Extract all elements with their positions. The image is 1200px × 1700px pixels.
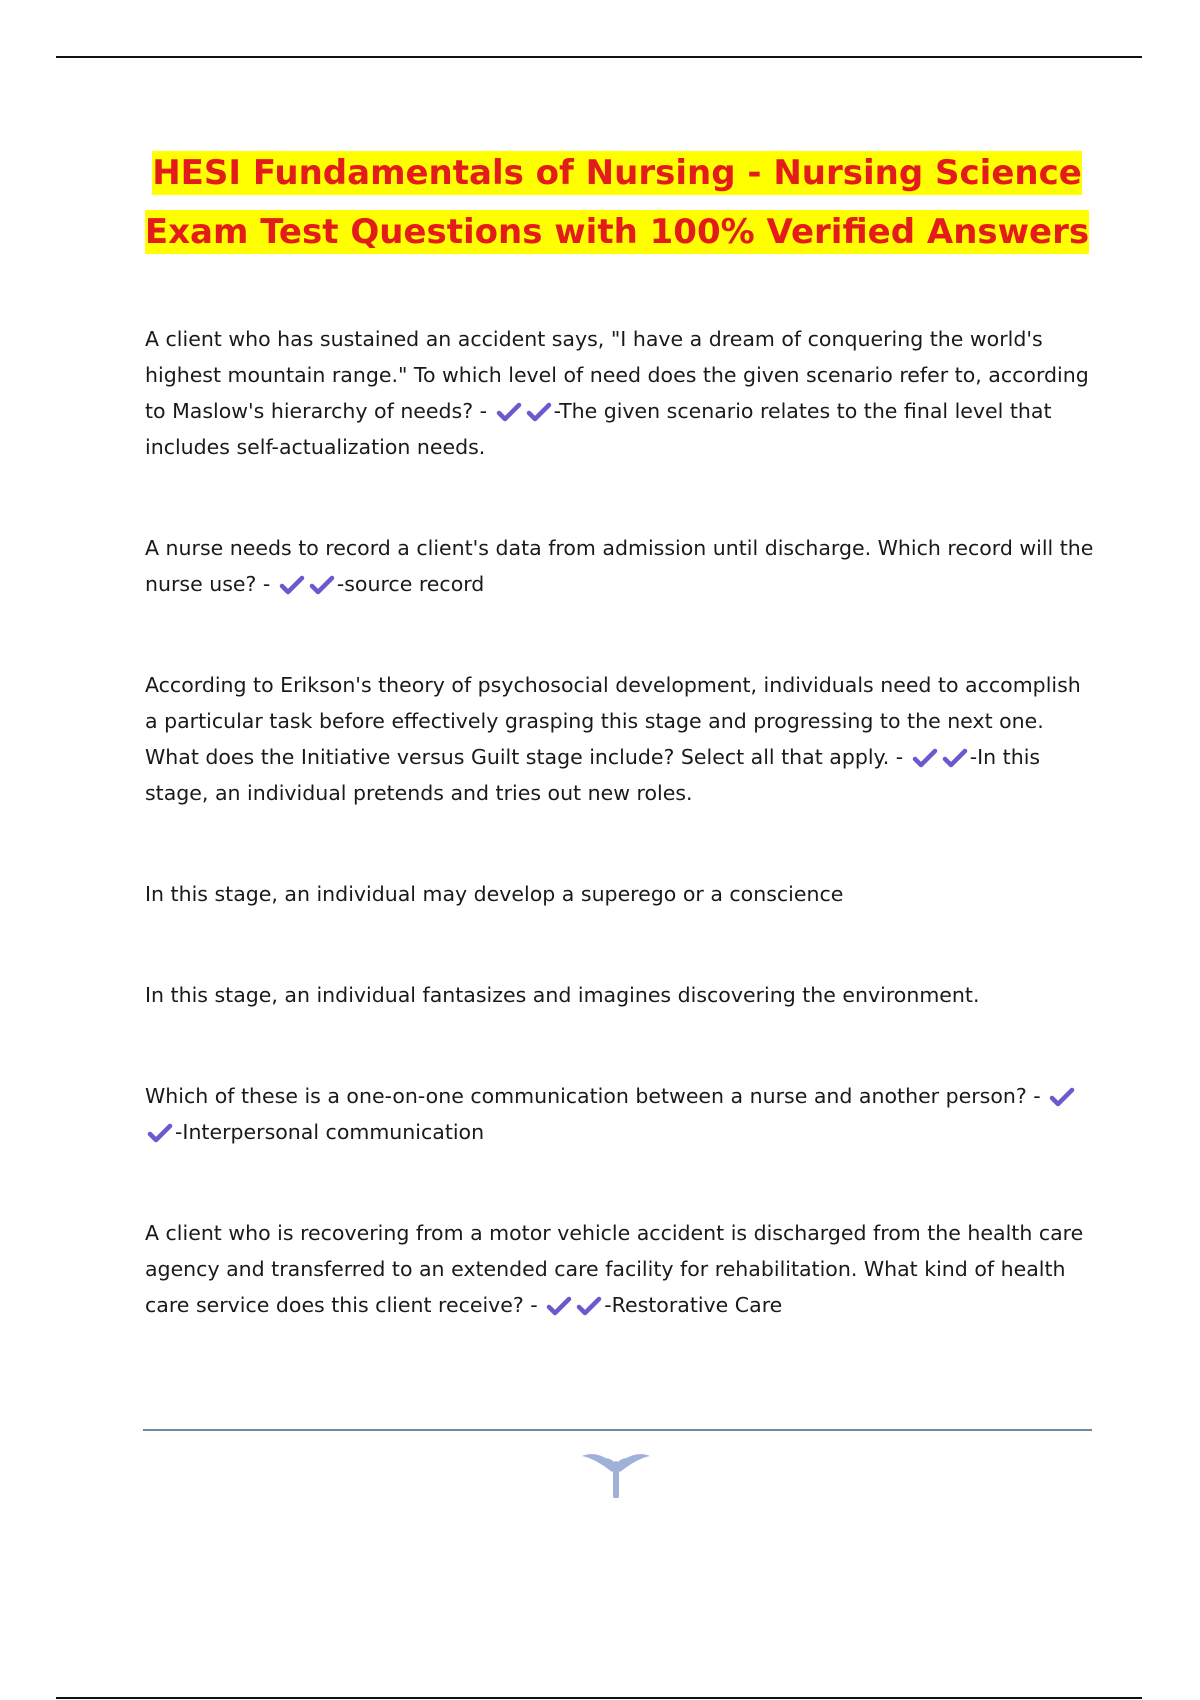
check-mark-icon	[309, 575, 335, 595]
document-title	[0, 144, 1200, 262]
title-line-1: HESI Fundamentals of Nursing - Nursing Science	[152, 153, 1082, 193]
answer-text: -The given scenario relates to the final level that includes self-actualization needs.	[145, 399, 1052, 459]
answer-text: -Interpersonal communication	[175, 1120, 485, 1144]
check-mark-icon	[279, 575, 305, 595]
question-5	[145, 1215, 1095, 1323]
check-mark-icon	[576, 1296, 602, 1316]
question-text: A client who is recovering from a motor vehicle accident is discharged from the health care agency and transferred to an extended care facility for rehabilitation. What kind of health care service does this client receive? -	[145, 1221, 1084, 1317]
question-text: A client who has sustained an accident says, "I have a dream of conquering the world's highest mountain range." To which level of need does the given scenario refer to, according to Maslow's hierarchy of needs? -	[145, 327, 1089, 423]
question-text: A nurse needs to record a client's data from admission until discharge. Which record will the nurse use? -	[145, 536, 1094, 596]
answer-text: -source record	[336, 572, 485, 596]
footer-rule	[143, 1429, 1092, 1431]
check-mark-icon	[147, 1123, 173, 1143]
question-text: According to Erikson's theory of psychosocial development, individuals need to accomplish a particular task before effectively grasping this stage and progressing to the next one. What does the Initiative versus Guilt stage include? Select all that apply. -	[145, 673, 1081, 769]
answer-text: -In this stage, an individual pretends and tries out new roles.	[145, 745, 1041, 805]
check-mark-icon	[526, 402, 552, 422]
question-1	[145, 321, 1095, 465]
question-3	[145, 667, 1095, 811]
document-body	[145, 321, 1095, 1323]
footer-edge-rule	[56, 1697, 1142, 1699]
check-mark-icon	[942, 748, 968, 768]
question-4	[145, 1078, 1095, 1150]
check-mark-icon	[1049, 1087, 1075, 1107]
check-mark-icon	[496, 402, 522, 422]
leaf-sprout-logo-icon	[578, 1446, 654, 1498]
header-rule	[56, 56, 1142, 58]
title-line-2: Exam Test Questions with 100% Verified Answers	[144, 212, 1090, 252]
check-mark-icon	[546, 1296, 572, 1316]
extra-answer-2: In this stage, an individual fantasizes and imagines discovering the environment.	[145, 983, 980, 1007]
check-mark-icon	[912, 748, 938, 768]
question-text: Which of these is a one-on-one communication between a nurse and another person? -	[145, 1084, 1041, 1108]
extra-answer-1: In this stage, an individual may develop a superego or a conscience	[145, 882, 844, 906]
answer-text: -Restorative Care	[604, 1293, 783, 1317]
question-2	[145, 530, 1095, 602]
